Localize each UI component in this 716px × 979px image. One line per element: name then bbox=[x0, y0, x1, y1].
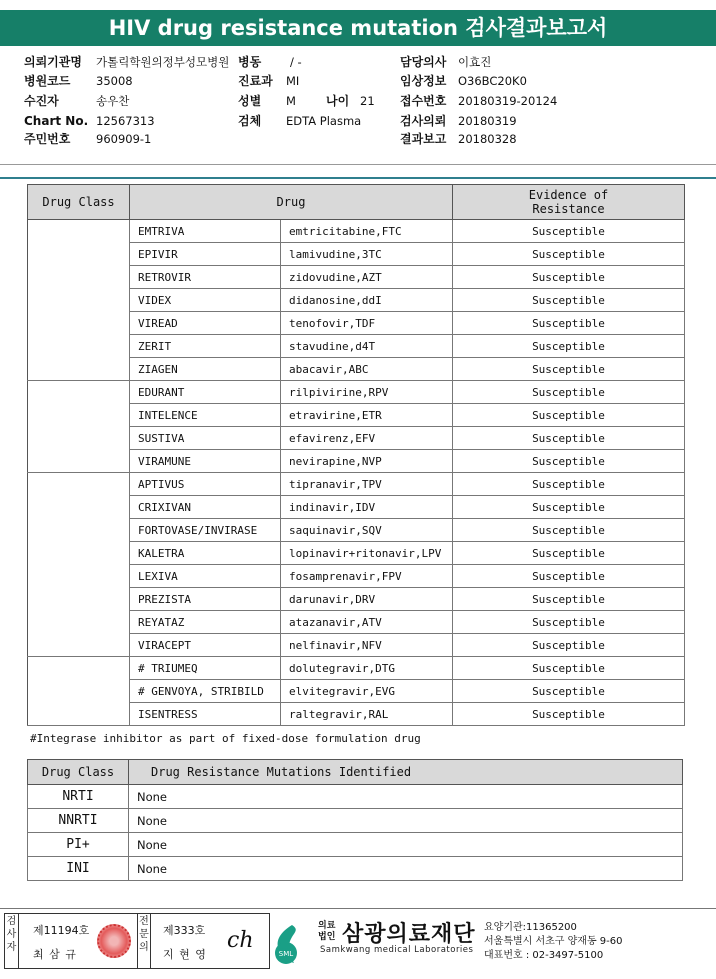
mutation-row bbox=[28, 857, 683, 881]
drug-row bbox=[28, 473, 685, 496]
drug-row bbox=[28, 657, 685, 680]
chart-value: 12567313 bbox=[96, 114, 155, 128]
generic-name-cell: rilpivirine,RPV bbox=[281, 381, 453, 404]
footer-divider bbox=[0, 908, 716, 909]
patient-label: 수진자 bbox=[24, 94, 59, 108]
generic-name-cell: indinavir,IDV bbox=[281, 496, 453, 519]
hospital-code-label: 병원코드 bbox=[24, 74, 71, 88]
mutation-table-header bbox=[28, 760, 683, 785]
generic-name-cell: tenofovir,TDF bbox=[281, 312, 453, 335]
brand-name-cell: INTELENCE bbox=[130, 404, 281, 427]
drug-class-cell bbox=[28, 473, 130, 657]
footnote: #Integrase inhibitor as part of fixed-dose formulation drug bbox=[30, 732, 421, 745]
brand-name-cell: PREZISTA bbox=[130, 588, 281, 611]
brand-name-cell: # GENVOYA, STRIBILD bbox=[130, 680, 281, 703]
institution-value: 가톨릭학원의정부성모병원 bbox=[96, 55, 230, 69]
evidence-cell: Susceptible bbox=[453, 611, 685, 634]
brand-name-cell: EDURANT bbox=[130, 381, 281, 404]
evidence-cell: Susceptible bbox=[453, 335, 685, 358]
doctor-label: 담당의사 bbox=[400, 55, 447, 69]
drug-class-cell bbox=[28, 381, 130, 473]
brand-name-cell: VIDEX bbox=[130, 289, 281, 312]
mutation-class-cell: NRTI bbox=[28, 785, 129, 809]
header-evidence bbox=[453, 185, 685, 220]
header-evidence-line2: Resistance bbox=[532, 202, 605, 216]
generic-name-cell: raltegravir,RAL bbox=[281, 703, 453, 726]
evidence-cell: Susceptible bbox=[453, 404, 685, 427]
generic-name-cell: emtricitabine,FTC bbox=[281, 220, 453, 243]
evidence-cell: Susceptible bbox=[453, 519, 685, 542]
brand-name-cell: RETROVIR bbox=[130, 266, 281, 289]
brand-name-cell: REYATAZ bbox=[130, 611, 281, 634]
drug-table-header bbox=[28, 185, 685, 220]
generic-name-cell: didanosine,ddI bbox=[281, 289, 453, 312]
signature-box bbox=[4, 913, 270, 969]
sml-logo-icon bbox=[272, 923, 312, 967]
doctor-value: 이효진 bbox=[458, 55, 492, 69]
report-date-label: 결과보고 bbox=[400, 132, 447, 146]
brand-name-cell: LEXIVA bbox=[130, 565, 281, 588]
header-mutations: Drug Resistance Mutations Identified bbox=[129, 760, 683, 785]
mutation-value-cell: None bbox=[129, 785, 683, 809]
receipt-label: 접수번호 bbox=[400, 94, 447, 108]
svg-text:SML: SML bbox=[278, 950, 294, 958]
divider bbox=[0, 164, 716, 165]
mutation-table bbox=[27, 759, 683, 881]
org-phone: 대표번호 : 02-3497-5100 bbox=[484, 950, 604, 961]
generic-name-cell: nelfinavir,NFV bbox=[281, 634, 453, 657]
inspector-name: 최 삼 규 bbox=[33, 948, 77, 961]
org-prefix: 의료법인 bbox=[318, 921, 336, 942]
generic-name-cell: dolutegravir,DTG bbox=[281, 657, 453, 680]
mutation-value-cell: None bbox=[129, 833, 683, 857]
specialist-label: 전문의 bbox=[137, 914, 151, 968]
generic-name-cell: tipranavir,TPV bbox=[281, 473, 453, 496]
brand-name-cell: EMTRIVA bbox=[130, 220, 281, 243]
ward-label: 병동 bbox=[238, 55, 262, 69]
evidence-cell: Susceptible bbox=[453, 450, 685, 473]
clinical-info-label: 임상정보 bbox=[400, 74, 447, 88]
clinical-info-value: O36BC20K0 bbox=[458, 74, 527, 88]
divider-accent bbox=[0, 177, 716, 179]
mutation-row bbox=[28, 833, 683, 857]
brand-name-cell: VIRAMUNE bbox=[130, 450, 281, 473]
header-evidence-line1: Evidence of bbox=[528, 188, 609, 202]
evidence-cell: Susceptible bbox=[453, 358, 685, 381]
generic-name-cell: abacavir,ABC bbox=[281, 358, 453, 381]
evidence-cell: Susceptible bbox=[453, 542, 685, 565]
specialist-license: 제333호 bbox=[163, 924, 206, 937]
request-value: 20180319 bbox=[458, 114, 517, 128]
mutation-value-cell: None bbox=[129, 809, 683, 833]
drug-resistance-table bbox=[27, 184, 685, 726]
patient-info-section bbox=[0, 50, 716, 162]
specimen-label: 검체 bbox=[238, 114, 262, 128]
id-value: 960909-1 bbox=[96, 132, 152, 146]
header-drug-class: Drug Class bbox=[28, 185, 130, 220]
org-address: 서울특별시 서초구 양재동 9-60 bbox=[484, 936, 623, 947]
org-code: 요양기관:11365200 bbox=[484, 922, 577, 933]
drug-class-cell bbox=[28, 220, 130, 381]
brand-name-cell: SUSTIVA bbox=[130, 427, 281, 450]
specialist-name: 지 현 영 bbox=[163, 948, 207, 961]
hospital-code-value: 35008 bbox=[96, 74, 133, 88]
chart-label: Chart No. bbox=[24, 114, 89, 128]
brand-name-cell: ISENTRESS bbox=[130, 703, 281, 726]
generic-name-cell: zidovudine,AZT bbox=[281, 266, 453, 289]
brand-name-cell: # TRIUMEQ bbox=[130, 657, 281, 680]
generic-name-cell: atazanavir,ATV bbox=[281, 611, 453, 634]
id-label: 주민번호 bbox=[24, 132, 71, 146]
inspector-license: 제11194호 bbox=[33, 924, 90, 937]
generic-name-cell: elvitegravir,EVG bbox=[281, 680, 453, 703]
mutation-row bbox=[28, 785, 683, 809]
evidence-cell: Susceptible bbox=[453, 312, 685, 335]
drug-row bbox=[28, 381, 685, 404]
brand-name-cell: VIREAD bbox=[130, 312, 281, 335]
ward-value: / - bbox=[290, 55, 302, 69]
receipt-value: 20180319-20124 bbox=[458, 94, 558, 108]
generic-name-cell: stavudine,d4T bbox=[281, 335, 453, 358]
generic-name-cell: nevirapine,NVP bbox=[281, 450, 453, 473]
evidence-cell: Susceptible bbox=[453, 381, 685, 404]
evidence-cell: Susceptible bbox=[453, 703, 685, 726]
header-drug: Drug bbox=[130, 185, 453, 220]
brand-name-cell: FORTOVASE/INVIRASE bbox=[130, 519, 281, 542]
age-value: 21 bbox=[360, 94, 375, 108]
brand-name-cell: APTIVUS bbox=[130, 473, 281, 496]
drug-class-cell bbox=[28, 657, 130, 726]
generic-name-cell: fosamprenavir,FPV bbox=[281, 565, 453, 588]
sex-value: M bbox=[286, 94, 296, 108]
mutation-class-cell: PI+ bbox=[28, 833, 129, 857]
drug-row bbox=[28, 220, 685, 243]
evidence-cell: Susceptible bbox=[453, 473, 685, 496]
dept-label: 진료과 bbox=[238, 74, 273, 88]
specimen-value: EDTA Plasma bbox=[286, 114, 362, 128]
evidence-cell: Susceptible bbox=[453, 680, 685, 703]
evidence-cell: Susceptible bbox=[453, 220, 685, 243]
header-mut-class: Drug Class bbox=[28, 760, 129, 785]
evidence-cell: Susceptible bbox=[453, 289, 685, 312]
generic-name-cell: lamivudine,3TC bbox=[281, 243, 453, 266]
seal-stamp bbox=[97, 924, 131, 958]
mutation-value-cell: None bbox=[129, 857, 683, 881]
brand-name-cell: KALETRA bbox=[130, 542, 281, 565]
report-date-value: 20180328 bbox=[458, 132, 517, 146]
generic-name-cell: darunavir,DRV bbox=[281, 588, 453, 611]
evidence-cell: Susceptible bbox=[453, 565, 685, 588]
report-title: HIV drug resistance mutation 검사결과보고서 bbox=[0, 10, 716, 46]
patient-value: 송우찬 bbox=[96, 94, 130, 108]
evidence-cell: Susceptible bbox=[453, 496, 685, 519]
dept-value: MI bbox=[286, 74, 300, 88]
evidence-cell: Susceptible bbox=[453, 634, 685, 657]
request-label: 검사의뢰 bbox=[400, 114, 447, 128]
mutation-class-cell: NNRTI bbox=[28, 809, 129, 833]
institution-label: 의뢰기관명 bbox=[24, 55, 82, 69]
evidence-cell: Susceptible bbox=[453, 657, 685, 680]
brand-name-cell: CRIXIVAN bbox=[130, 496, 281, 519]
org-name: 삼광의료재단 bbox=[342, 922, 476, 947]
brand-name-cell: EPIVIR bbox=[130, 243, 281, 266]
mutation-class-cell: INI bbox=[28, 857, 129, 881]
mutation-table-body bbox=[28, 785, 683, 881]
brand-name-cell: ZIAGEN bbox=[130, 358, 281, 381]
generic-name-cell: saquinavir,SQV bbox=[281, 519, 453, 542]
evidence-cell: Susceptible bbox=[453, 266, 685, 289]
inspector-label: 검사자 bbox=[5, 914, 19, 968]
generic-name-cell: efavirenz,EFV bbox=[281, 427, 453, 450]
drug-table-body bbox=[28, 220, 685, 726]
brand-name-cell: VIRACEPT bbox=[130, 634, 281, 657]
brand-name-cell: ZERIT bbox=[130, 335, 281, 358]
evidence-cell: Susceptible bbox=[453, 243, 685, 266]
org-english-name: Samkwang medical Laboratories bbox=[320, 945, 474, 955]
age-label: 나이 bbox=[326, 94, 350, 108]
generic-name-cell: lopinavir+ritonavir,LPV bbox=[281, 542, 453, 565]
sex-label: 성별 bbox=[238, 94, 262, 108]
mutation-row bbox=[28, 809, 683, 833]
evidence-cell: Susceptible bbox=[453, 427, 685, 450]
evidence-cell: Susceptible bbox=[453, 588, 685, 611]
signature: ch bbox=[227, 928, 254, 953]
generic-name-cell: etravirine,ETR bbox=[281, 404, 453, 427]
